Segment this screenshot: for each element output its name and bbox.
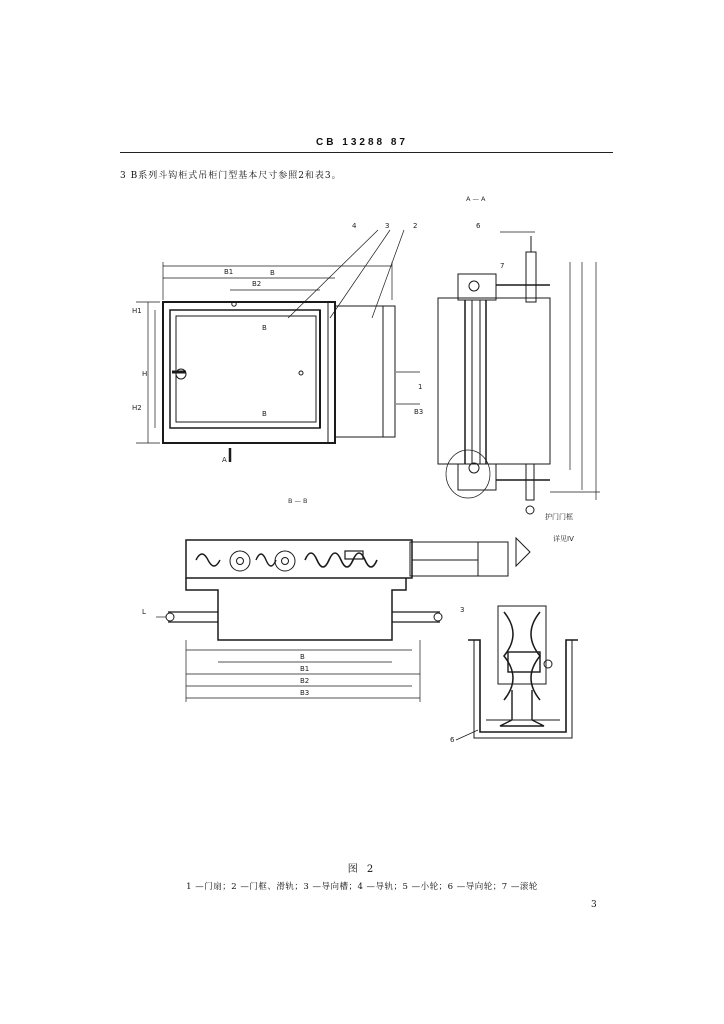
front-elevation-view <box>136 230 423 462</box>
dim-h: H <box>142 370 148 378</box>
intro-text: 3 B系列斗钩柜式吊柜门型基本尺寸参照2和表3。 <box>120 171 342 181</box>
callout-3: 3 <box>385 222 390 230</box>
callout-6-detail: 6 <box>450 736 455 744</box>
dim-h2: H2 <box>132 404 142 412</box>
dim-b1: B1 <box>224 268 234 276</box>
section-label-aa: A—A <box>466 195 488 203</box>
dim-b2-plan: B2 <box>300 677 310 685</box>
page-number: 3 <box>591 900 597 910</box>
dim-b2: B2 <box>252 280 262 288</box>
figure-caption: 图 2 <box>347 864 377 875</box>
dim-l: L <box>142 608 146 616</box>
standard-header: CB 13288 87 <box>316 137 408 148</box>
detail-wheel-view <box>456 606 578 740</box>
detail-note-1: 护门门框 <box>545 513 573 521</box>
dim-b3-plan: B3 <box>300 689 310 697</box>
callout-2: 2 <box>413 222 418 230</box>
dim-b1-plan: B1 <box>300 665 310 673</box>
side-section-view <box>438 232 600 514</box>
callout-4: 4 <box>352 222 357 230</box>
marker-b-front-2: B <box>262 410 267 418</box>
dim-b-plan: B <box>300 653 305 661</box>
callout-6-side: 6 <box>476 222 481 230</box>
section-label-bb: B—B <box>288 497 310 505</box>
dim-b: B <box>270 269 275 277</box>
dim-h1: H1 <box>132 307 142 315</box>
dim-b3: B3 <box>414 408 424 416</box>
marker-a: A <box>222 456 227 464</box>
figure-legend: 1 —门扇；2 —门框、滑轨；3 —导向槽；4 —导轨；5 —小轮；6 —导向轮；7 —滚轮 <box>186 882 538 892</box>
callout-7-side: 7 <box>500 262 505 270</box>
marker-b-front: B <box>262 324 267 332</box>
detail-note-2: 详见IV <box>553 535 574 543</box>
callout-1: 1 <box>418 383 423 391</box>
marker-i: 3 <box>460 606 465 614</box>
